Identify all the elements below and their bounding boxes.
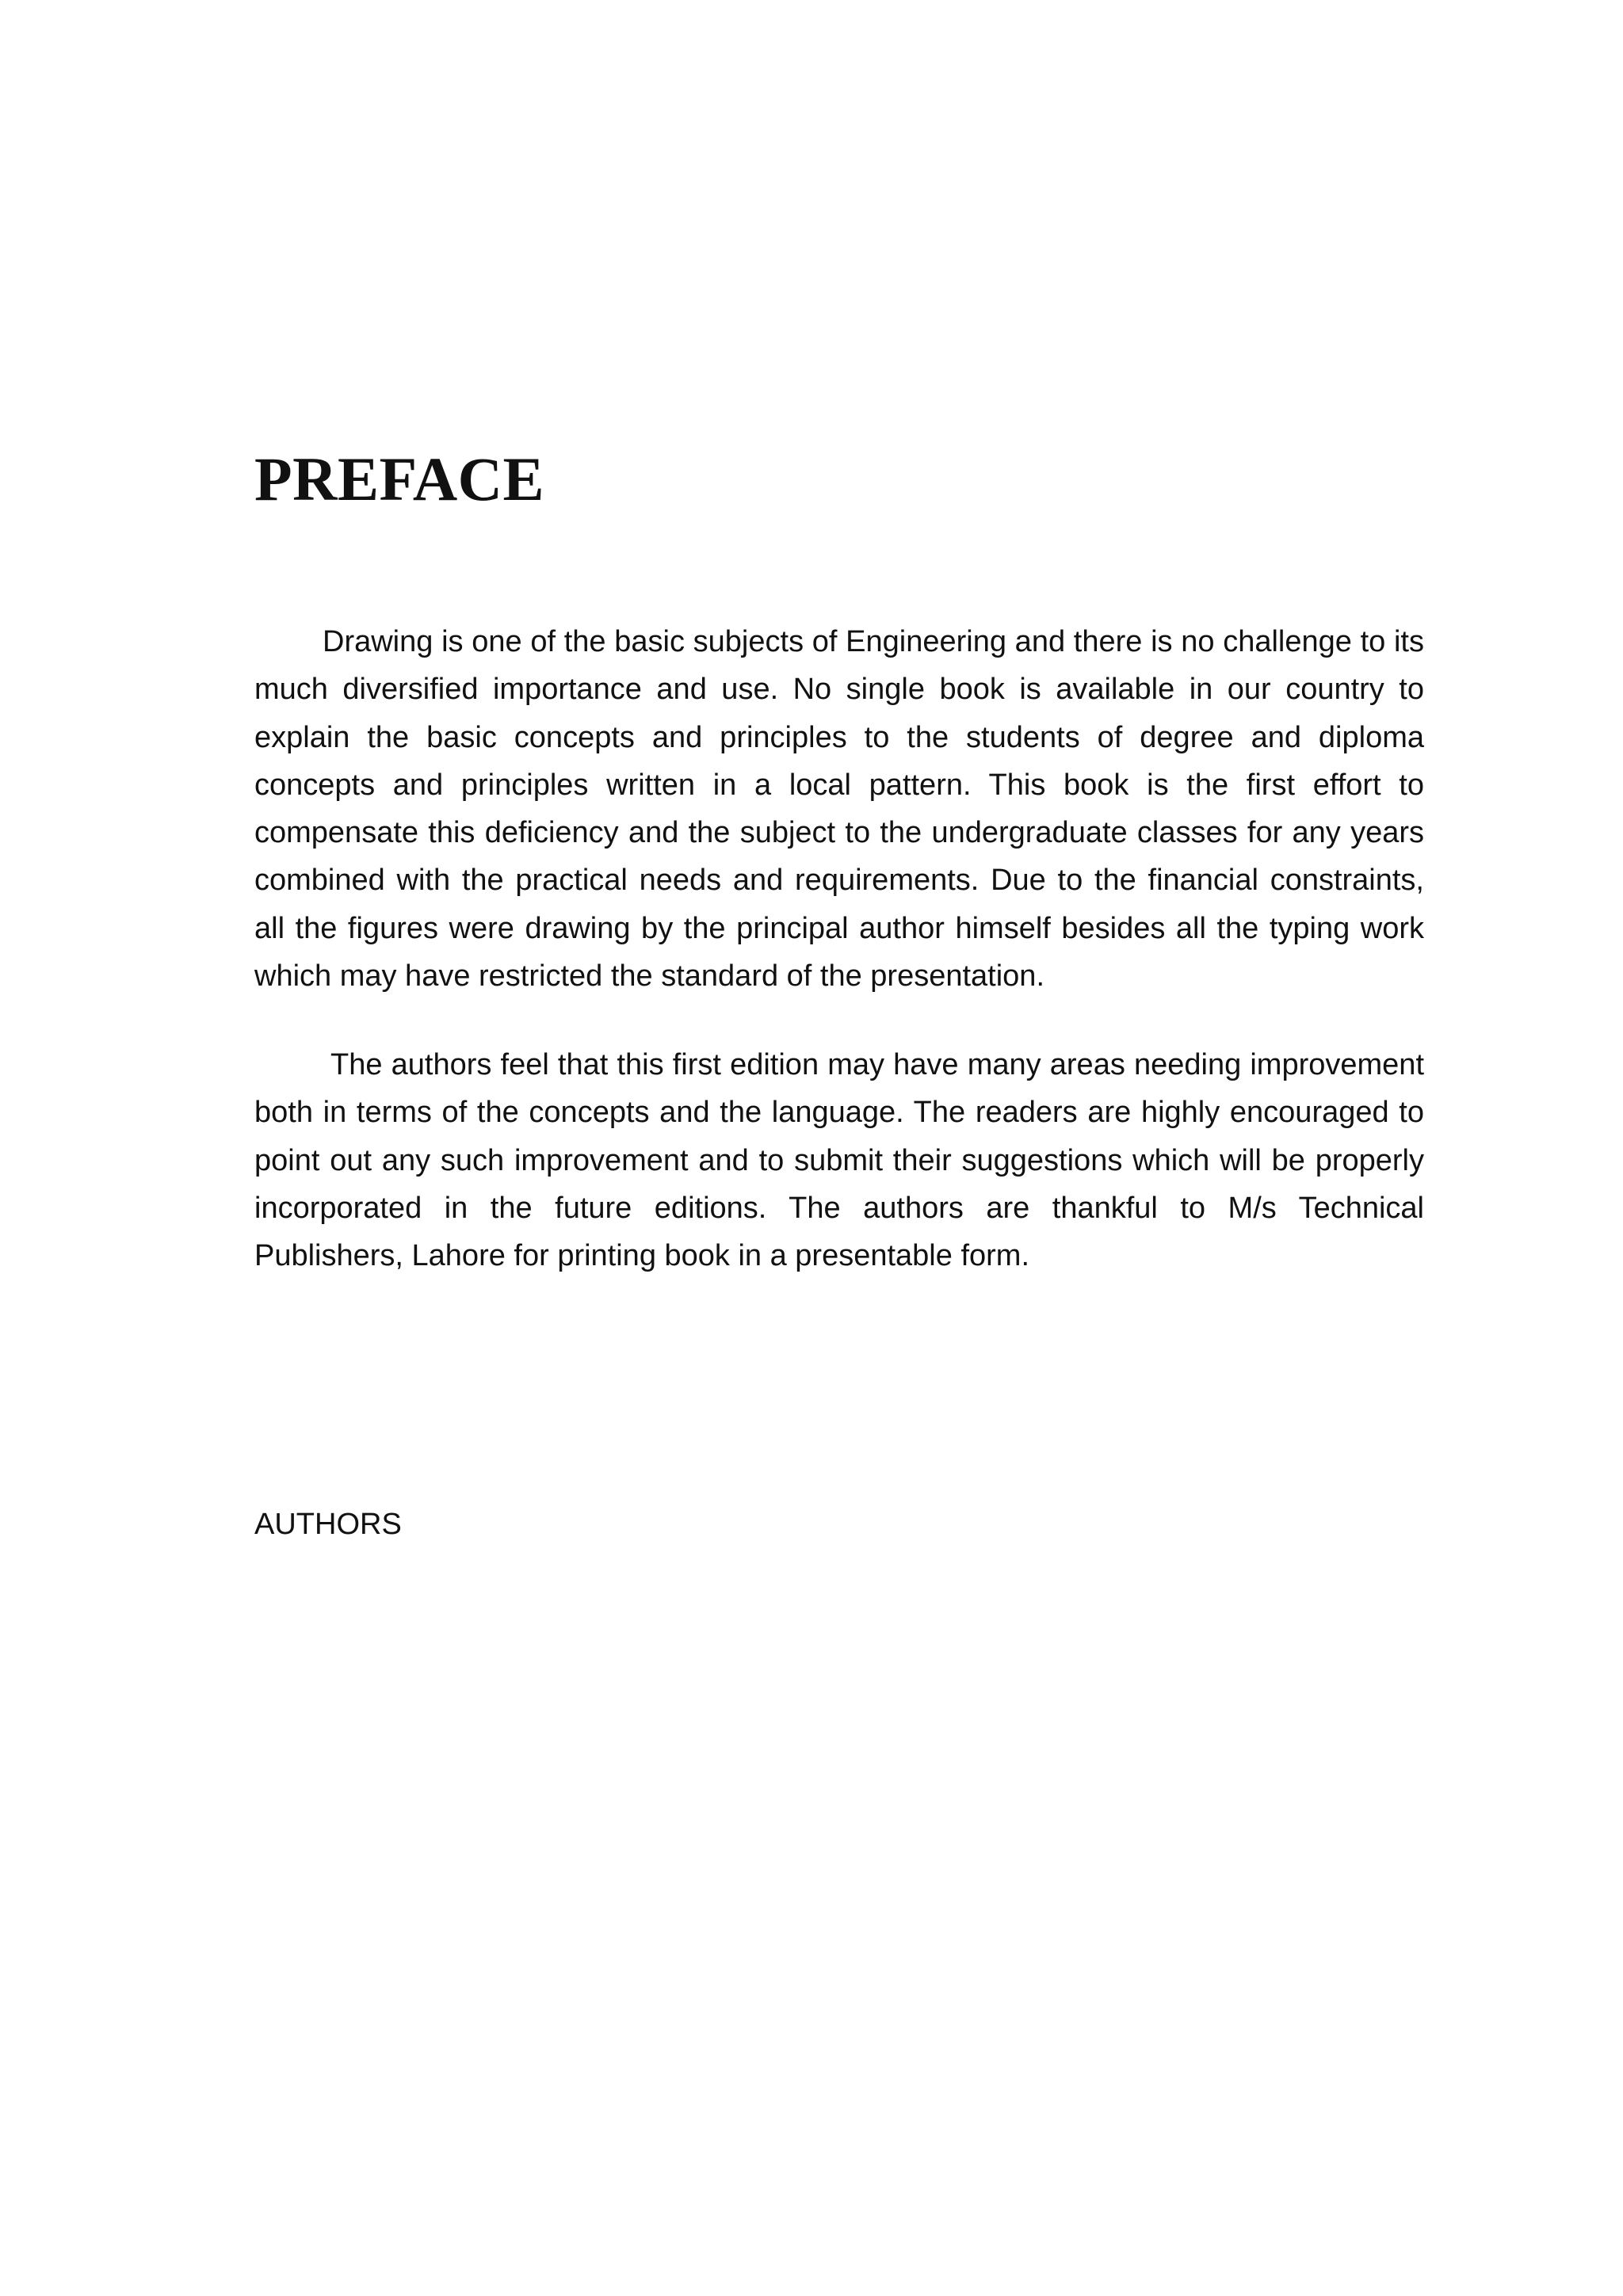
preface-paragraph-1: Drawing is one of the basic subjects of Engineering and there is no challenge to its much diversified importance and use. No single book is available in our country to explain the basic concepts and principles to the students of degree and diploma concepts and principles written in a local pattern. This book is the first effort to compensate this deficiency and the subject to the undergraduate classes for any years combined with the practical needs and requirements. Due to the financial constraints, all the figures were drawing by the principal author himself besides all the typing work which may have restricted the standard of the presentation.: [254, 625, 1424, 994]
preface-paragraph-2: The authors feel that this first edition may have many areas needing improvement both in terms of the concepts and the language. The readers are highly encouraged to point out any such improvement and to submit their suggestions which will be properly incorporated in the future editions. The authors are thankful to M/s Technical Publishers, Lahore for printing book in a presentable form.: [254, 1048, 1424, 1273]
page-title: PREFACE: [254, 444, 545, 513]
authors-signature: AUTHORS: [254, 1508, 402, 1541]
